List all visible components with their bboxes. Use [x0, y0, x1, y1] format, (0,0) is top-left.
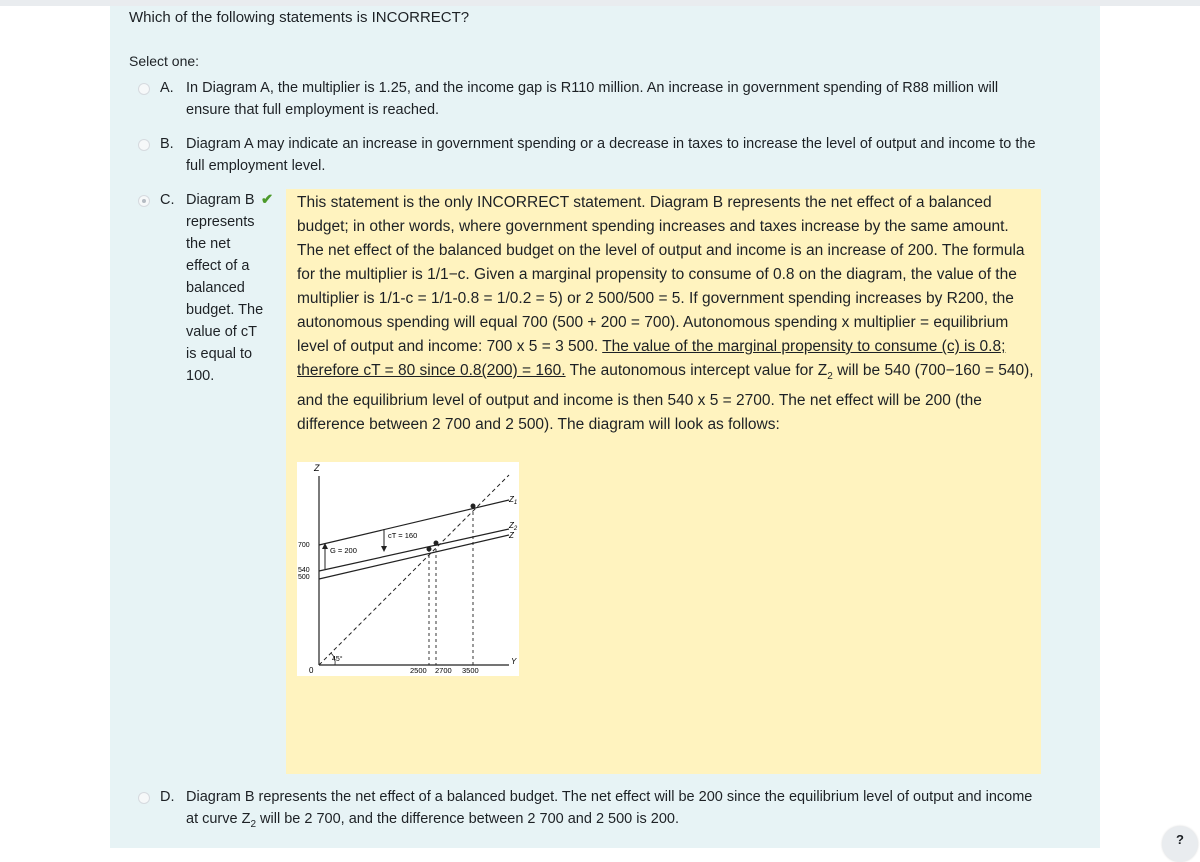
g-label: G = 200 [330, 546, 357, 555]
option-c-text: Diagram B represents the net effect of a balanced budget. The value of cT is equal to 100. [186, 192, 264, 384]
option-b-radio[interactable] [138, 139, 150, 151]
option-d-radio[interactable] [138, 792, 150, 804]
feedback-p2-sub: 2 [827, 371, 833, 383]
tick-500: 500 [298, 574, 310, 581]
option-b-letter: B. [160, 136, 174, 152]
specific-feedback [286, 189, 1041, 774]
curve-z2-label: $Z_2$ [509, 521, 518, 532]
correct-check-icon: ✔ [261, 192, 274, 208]
feedback-underlined: The value of the marginal propensity to consume (c) is 0.8; therefore cT = 80 since 0.8(200) = 160. [297, 338, 1006, 379]
option-d-letter: D. [160, 789, 175, 805]
diagram-b [297, 462, 519, 676]
curve-z1-label: $Z_1$ [509, 495, 518, 506]
feedback-p2a: The autonomous intercept value for Z [565, 362, 828, 379]
tick-540: 540 [298, 567, 310, 574]
tick-2500: 2500 [410, 666, 427, 675]
feedback-p1: This statement is the only INCORRECT statement. Diagram B represents the net effect of a balanced budget; in other words, where government spending increases and taxes increase by the same amount. The net effect of the balanced budget on the level of output and income is an increase of 200. The formula for the multiplier is 1/1−c. Given a marginal propensity to consume of 0.8 on the diagram, the value of the multiplier is 1/1-c = 1/1-0.8 = 1/0.2 = 5) or 2 500/500 = 5. If government spending increases by R200, the autonomous spending will equal 700 (500 + 200 = 700). Autonomous spending x multiplier = equilibrium level of output and income: 700 x 5 = 3 500. [297, 194, 1025, 355]
curve-z-label: Z [509, 531, 514, 540]
tick-2700: 2700 [435, 666, 452, 675]
y-axis-label: Y [511, 657, 517, 666]
tick-700: 700 [298, 542, 310, 549]
help-button[interactable]: ? [1162, 826, 1198, 862]
question-card [110, 6, 1100, 848]
tick-3500: 3500 [462, 666, 479, 675]
option-a-radio[interactable] [138, 83, 150, 95]
option-b-text: Diagram A may indicate an increase in government spending or a decrease in taxes to increase the level of output and income to the full employment level. [186, 136, 1036, 174]
option-c-text-wrap [186, 189, 266, 387]
45-degree-line [319, 475, 509, 665]
option-d-text: Diagram B represents the net effect of a balanced budget. The net effect will be 200 since the equilibrium level of output and income at curve $Z_2$ will be 2 700, and the difference between 2 700 and 2 500 is 200. [186, 789, 1033, 830]
select-one-prompt: Select one: [129, 53, 200, 69]
feedback-text [297, 191, 1037, 437]
option-c-radio[interactable] [138, 195, 150, 207]
origin-label: 0 [309, 666, 314, 675]
option-c-letter: C. [160, 192, 175, 208]
ct-arrowhead [381, 546, 387, 552]
angle-label: 45° [332, 656, 343, 663]
feedback-p2b: will be 540 (700−160 = 540), and the equilibrium level of output and income is then 540 x 5 = 2700. The net effect will be 200 (the difference between 2 700 and 2 500). The diagram will look as follows: [297, 362, 1034, 434]
ct-label: cT = 160 [388, 531, 418, 540]
option-a-text: In Diagram A, the multiplier is 1.25, and the income gap is R110 million. An increase in government spending of R88 million will ensure that full employment is reached. [186, 80, 999, 118]
curve-z [319, 535, 509, 579]
option-a-letter: A. [160, 80, 174, 96]
question-text: Which of the following statements is INCORRECT? [129, 9, 470, 26]
z-axis-label: Z [314, 463, 320, 473]
